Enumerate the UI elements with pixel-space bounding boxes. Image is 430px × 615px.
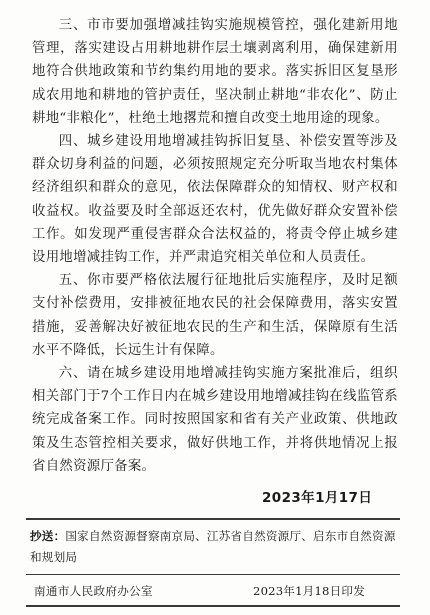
paragraph-three: 三、市市要加强增减挂钩实施规模管控，强化建新用地管理，落实建设占用耕地耕作层土壤剥离利用，确保建新用地符合供地政策和节约集约用地的要求。落实拆旧区复垦形成农用地和耕地的管护责任，坚决制止耕地“非农化”、防止耕地“非粮化”，杜绝土地撂荒和擅自改变土地用途的现象。: [32, 18, 398, 126]
document-body: [32, 14, 398, 478]
cc-block: [30, 526, 400, 568]
paragraph-four: 四、城乡建设用地增减挂钩拆旧复垦、补偿安置等涉及群众切身利益的问题，必须按照规定充分听取当地农村集体经济组织和群众的意见，依法保障群众的知情权、财产权和收益权。收益要及时全部返还农村，优先做好群众安置补偿工作。如发现严重侵害群众合法权益的，将责令停止城乡建设用地增减挂钩工作，并严肃追究相关单位和人员责任。: [32, 134, 398, 266]
divider-bottom: [26, 605, 400, 607]
issuer-name: 南通市人民政府办公室: [34, 584, 153, 598]
cc-recipients: 国家自然资源督察南京局、江苏省自然资源厅、启东市自然资源和规划局: [30, 529, 396, 564]
print-date: 2023年1月18日印发: [253, 584, 366, 598]
paragraph-five: 五、你市要严格依法履行征地批后实施程序，及时足额支付补偿费用，安排被征地农民的社会保障费用，落实安置措施，妥善解决好被征地农民的生产和生活，保障原有生活水平不降低，长远生计有保障。: [32, 273, 398, 358]
document-date: 2023年1月17日: [262, 490, 373, 506]
cc-label: 抄送：: [30, 529, 66, 543]
divider-top: [26, 518, 400, 520]
paragraph-six: 六、请在城乡建设用地增减挂钩实施方案批准后，组织相关部门于7个工作日内在城乡建设用地增减挂钩在线监管系统完成备案工作。同时按照国家和省有关产业政策、供地政策及生态管控相关要求，做好供地工作，并将供地情况上报省自然资源厅备案。: [32, 366, 398, 474]
divider-middle: [26, 574, 400, 575]
